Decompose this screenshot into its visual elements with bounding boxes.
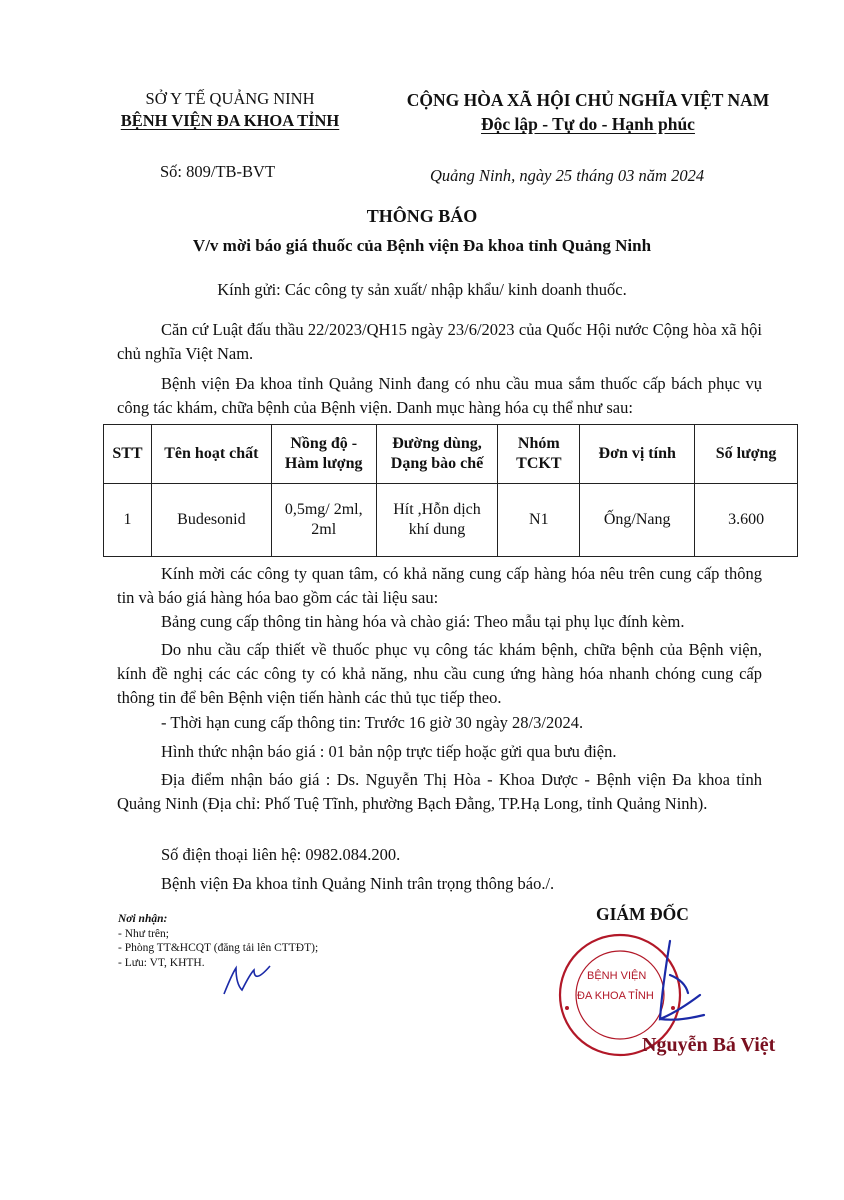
paragraph-phone: Số điện thoại liên hệ: 0982.084.200. (161, 845, 401, 864)
national-motto: Độc lập - Tự do - Hạnh phúc (481, 114, 695, 134)
paragraph-invitation: Kính mời các công ty quan tâm, có khả năng cung cấp hàng hóa nêu trên cung cấp thông tin và báo giá hàng hóa bao gồm các tài liệu sau: (117, 564, 762, 607)
document-title: THÔNG BÁO (366, 206, 478, 226)
issuer-department: SỞ Y TẾ QUẢNG NINH (145, 89, 315, 108)
table-header-row (104, 425, 798, 484)
paragraph-deadline: - Thời hạn cung cấp thông tin: Trước 16 giờ 30 ngày 28/3/2024. (161, 713, 584, 732)
recipient-line: Kính gửi: Các công ty sản xuất/ nhập khẩu/ kinh doanh thuốc. (217, 280, 627, 299)
cell-route: Hít ,Hỗn dịch khí dung (376, 484, 498, 557)
recipients-label: Nơi nhận: (118, 913, 168, 925)
col-header-quantity: Số lượng (695, 425, 798, 484)
col-header-group: Nhóm TCKT (498, 425, 580, 484)
signer-name: Nguyễn Bá Việt (642, 1034, 776, 1056)
paragraph-address: Địa điểm nhận báo giá : Ds. Nguyễn Thị Hòa - Khoa Dược - Bệnh viện Đa khoa tỉnh Quảng Ninh (Địa chỉ: Phố Tuệ Tĩnh, phường Bạch Đằng, TP.Hạ Long, tỉnh Quảng Ninh). (117, 770, 762, 813)
col-header-route: Đường dùng, Dạng bào chế (376, 425, 498, 484)
cell-unit: Ống/Nang (580, 484, 695, 557)
paragraph-form: Bảng cung cấp thông tin hàng hóa và chào giá: Theo mẫu tại phụ lục đính kèm. (161, 612, 685, 631)
initial-mark-icon (218, 960, 278, 998)
document-date: Quảng Ninh, ngày 25 tháng 03 năm 2024 (430, 166, 705, 185)
paragraph-submission-method: Hình thức nhận báo giá : 01 bản nộp trực tiếp hoặc gửi qua bưu điện. (161, 742, 617, 761)
issuer-block (100, 88, 360, 132)
cell-ingredient: Budesonid (151, 484, 271, 557)
cell-strength: 0,5mg/ 2ml, 2ml (271, 484, 376, 557)
recipient-item: - Phòng TT&HCQT (đăng tải lên CTTĐT); (118, 942, 319, 954)
cell-group: N1 (498, 484, 580, 557)
recipient-item: - Lưu: VT, KHTH. (118, 956, 205, 969)
paragraph-need: Bệnh viện Đa khoa tỉnh Quảng Ninh đang có nhu cầu mua sắm thuốc cấp bách phục vụ công tác khám, chữa bệnh của Bệnh viện. Danh mục hàng hóa cụ thể như sau: (117, 374, 762, 417)
col-header-strength: Nồng độ - Hàm lượng (271, 425, 376, 484)
paragraph-closing: Bệnh viện Đa khoa tỉnh Quảng Ninh trân trọng thông báo./. (161, 874, 555, 893)
cell-quantity: 3.600 (695, 484, 798, 557)
table-row (104, 484, 798, 557)
paragraph-legal-basis: Căn cứ Luật đấu thầu 22/2023/QH15 ngày 23/6/2023 của Quốc Hội nước Cộng hòa xã hội chủ nghĩa Việt Nam. (117, 320, 762, 363)
document-number: Số: 809/TB-BVT (160, 162, 276, 181)
seal-text-line2: ĐA KHOA TỈNH (577, 990, 654, 1002)
recipient-item: - Như trên; (118, 927, 169, 940)
col-header-ingredient: Tên hoạt chất (151, 425, 271, 484)
national-title: CỘNG HÒA XÃ HỘI CHỦ NGHĨA VIỆT NAM (406, 90, 770, 110)
document-subject: V/v mời báo giá thuốc của Bệnh viện Đa khoa tỉnh Quảng Ninh (192, 236, 652, 255)
col-header-unit: Đơn vị tính (580, 425, 695, 484)
issuer-hospital: BỆNH VIỆN ĐA KHOA TỈNH (120, 111, 340, 130)
handwritten-signature-icon (640, 935, 710, 1030)
paragraph-urgency: Do nhu cầu cấp thiết về thuốc phục vụ công tác khám bệnh, chữa bệnh của Bệnh viện, kính đề nghị các các công ty có khả năng, nhu cầu cung ứng hàng hóa nhanh chóng cung cấp thông tin để bên Bệnh viện tiến hành các thủ tục tiếp theo. (117, 640, 762, 707)
cell-stt: 1 (104, 484, 152, 557)
seal-text-line1: BỆNH VIỆN (587, 970, 647, 982)
national-motto-block (378, 88, 798, 136)
col-header-stt: STT (104, 425, 152, 484)
drug-list-table (103, 424, 798, 557)
signer-title: GIÁM ĐỐC (596, 904, 689, 924)
